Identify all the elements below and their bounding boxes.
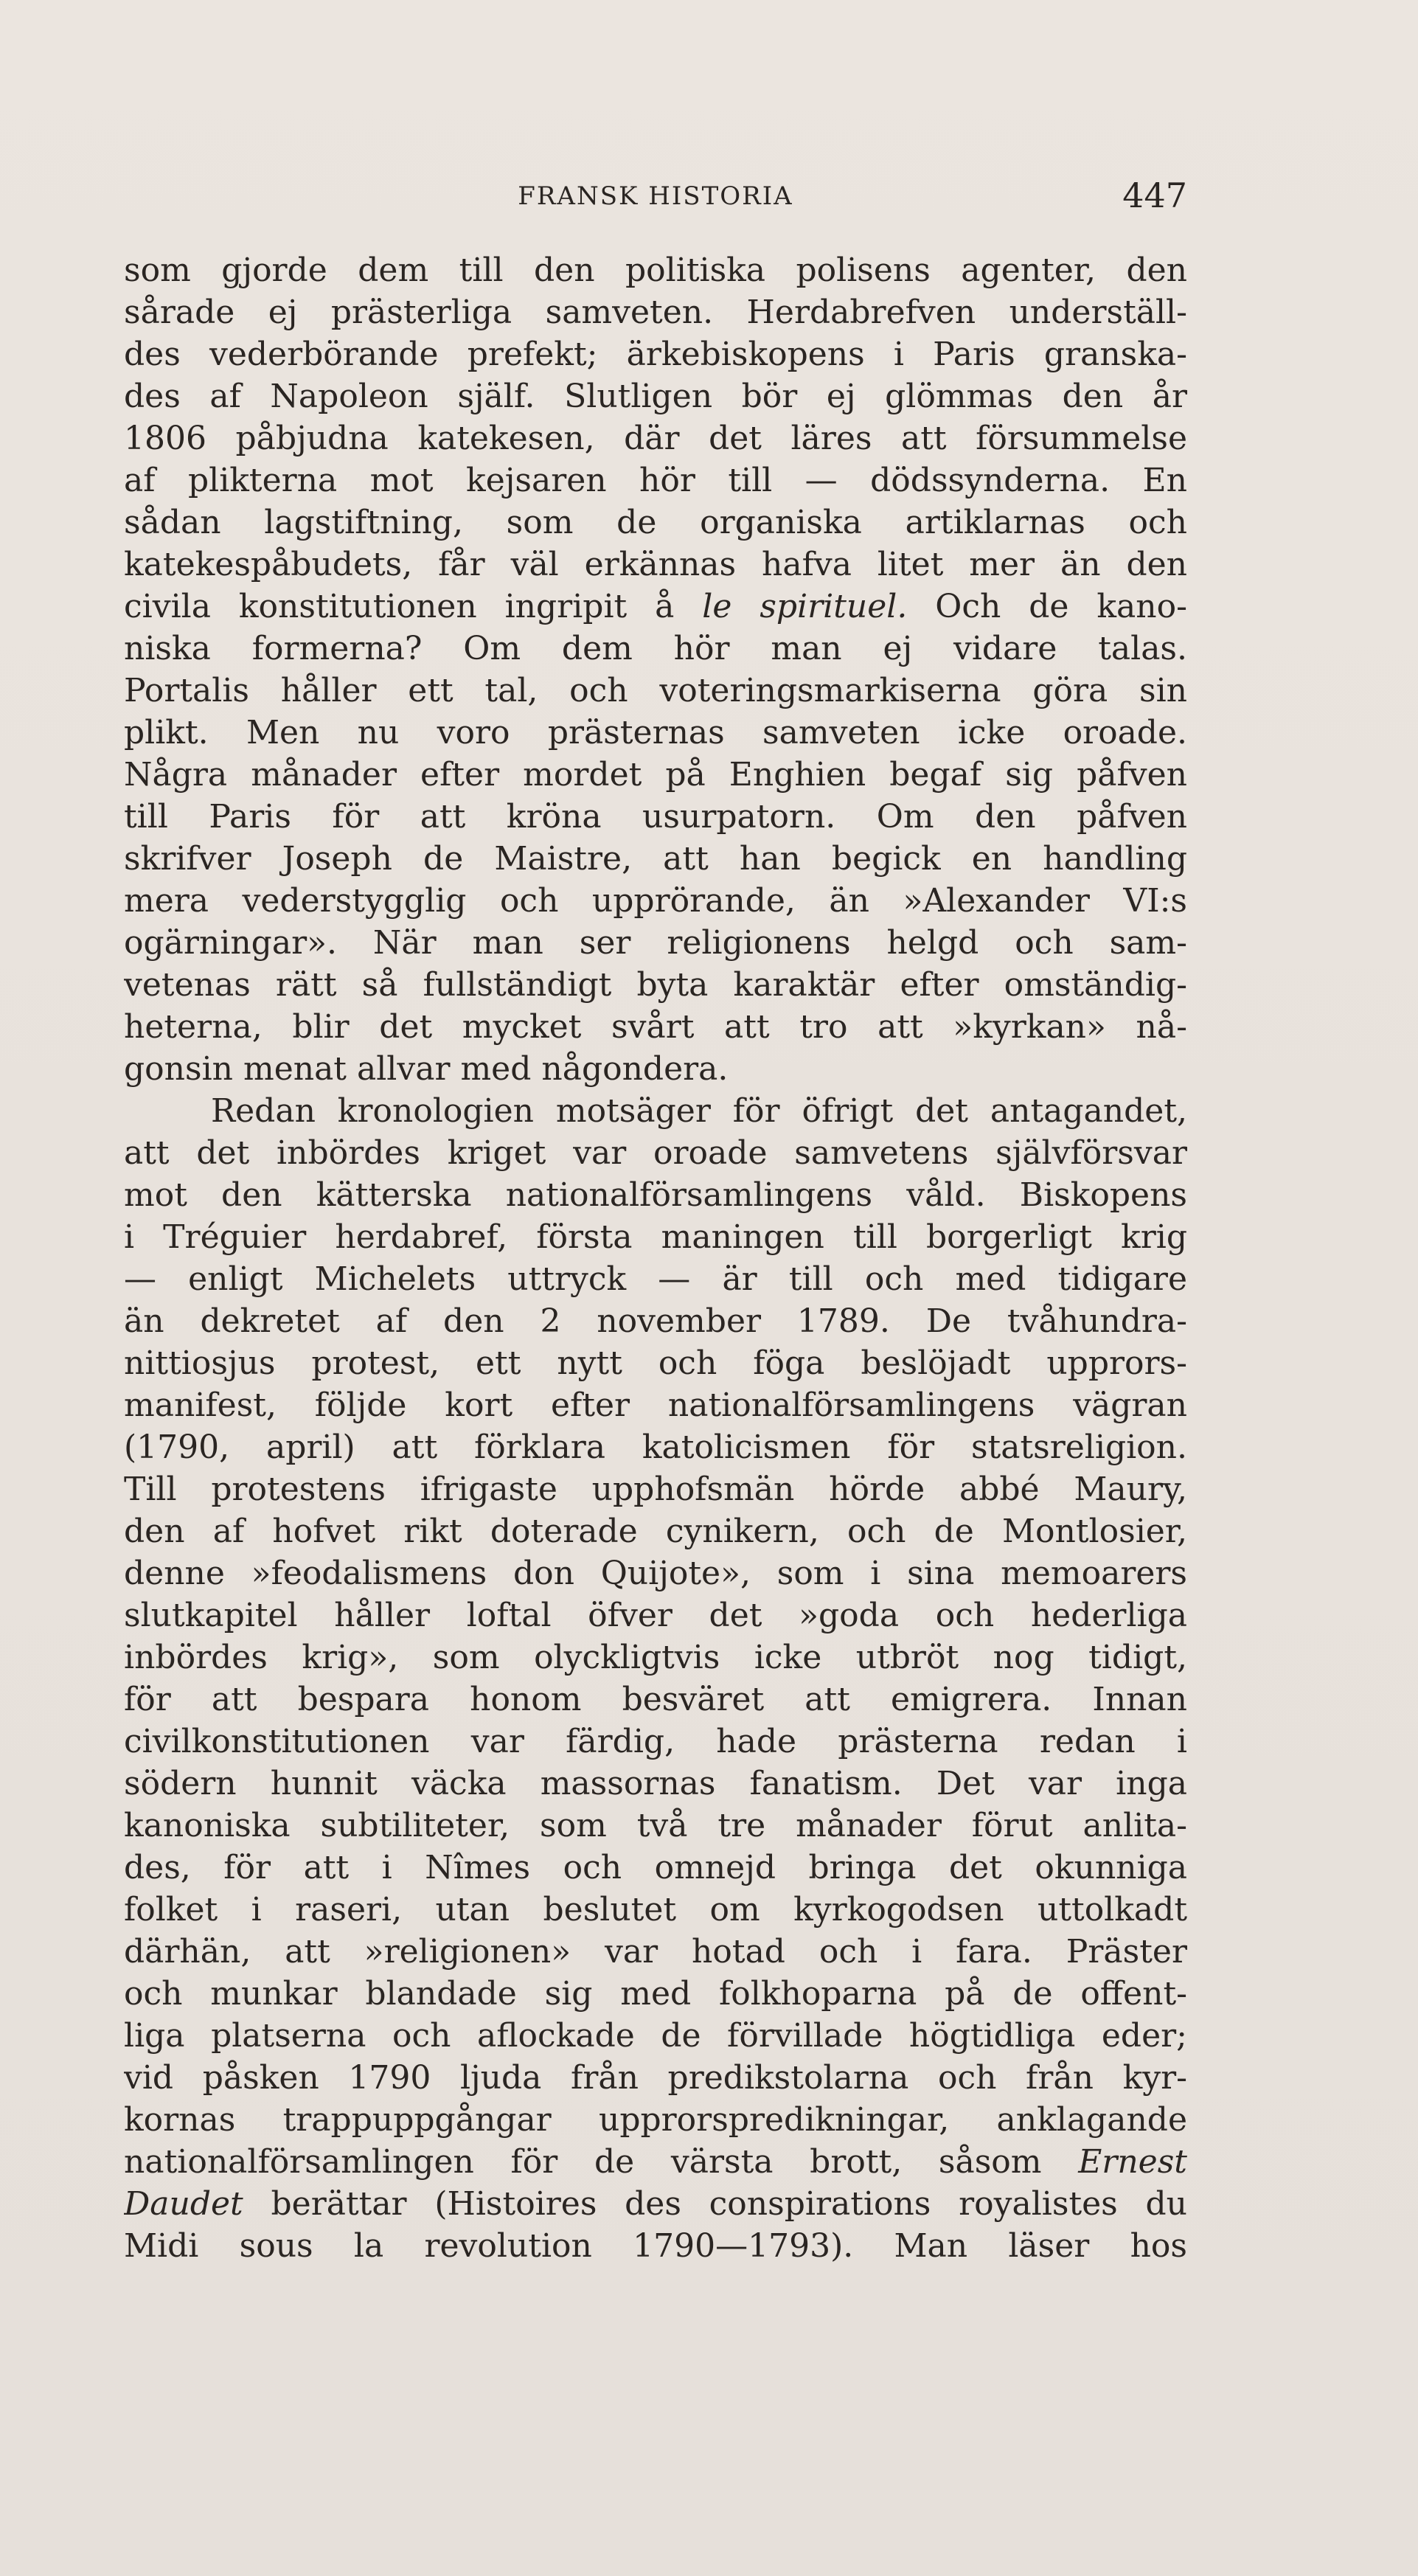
text-line: vid påsken 1790 ljuda från predikstolarna och från kyr-	[124, 2059, 1187, 2097]
text-line: än dekretet af den 2 november 1789. De tvåhundra-	[124, 1302, 1187, 1340]
text-line: liga platserna och aflockade de förvillade högtidliga eder;	[124, 2017, 1187, 2055]
text-line: södern hunnit väcka massornas fanatism. Det var inga	[124, 1765, 1187, 1802]
text-line: civilkonstitutionen var färdig, hade prästerna redan i	[124, 1723, 1187, 1760]
text-line: Några månader efter mordet på Enghien begaf sig påfven	[124, 756, 1187, 794]
text-line: och munkar blandade sig med folkhoparna på de offent-	[124, 1975, 1187, 2013]
text-line: 1806 påbjudna katekesen, där det läres att försummelse	[124, 420, 1187, 457]
text-line: Midi sous la revolution 1790—1793). Man läser hos	[124, 2227, 1187, 2265]
text-line	[124, 2183, 1187, 2225]
text-line: sådan lagstiftning, som de organiska artiklarnas och	[124, 504, 1187, 541]
text-segment: Och de kano-	[935, 588, 1187, 625]
text-line: till Paris för att kröna usurpatorn. Om den påfven	[124, 798, 1187, 836]
text-line: mot den kätterska nationalförsamlingens våld. Biskopens	[124, 1176, 1187, 1214]
italic-name: Ernest	[1078, 2143, 1187, 2181]
text-line: folket i raseri, utan beslutet om kyrkogodsen uttolkadt	[124, 1891, 1187, 1928]
text-line: heterna, blir det mycket svårt att tro att »kyrkan» nå-	[124, 1008, 1187, 1046]
italic-name: Daudet	[124, 2185, 243, 2223]
text-line: Portalis håller ett tal, och voteringsmarkiserna göra sin	[124, 672, 1187, 709]
text-line: gonsin menat allvar med någondera.	[124, 1050, 729, 1088]
text-line: kanoniska subtiliteter, som två tre månader förut anlita-	[124, 1807, 1187, 1844]
text-line: des af Napoleon själf. Slutligen bör ej glömmas den år	[124, 378, 1187, 415]
text-line: manifest, följde kort efter nationalförsamlingens vägran	[124, 1386, 1187, 1424]
paragraph-start-line: Redan kronologien motsäger för öfrigt det antagandet,	[211, 1092, 1187, 1130]
text-line: — enligt Michelets uttryck — är till och med tidigare	[124, 1260, 1187, 1298]
text-line: därhän, att »religionen» var hotad och i fara. Präster	[124, 1933, 1187, 1971]
text-line: niska formerna? Om dem hör man ej vidare talas.	[124, 630, 1187, 667]
text-line: des, för att i Nîmes och omnejd bringa det okunniga	[124, 1849, 1187, 1886]
body-text	[124, 249, 1187, 2267]
text-line: nittiosjus protest, ett nytt och föga beslöjadt upprors-	[124, 1344, 1187, 1382]
text-line: mera vederstygglig och upprörande, än »Alexander VI:s	[124, 882, 1187, 920]
text-line: plikt. Men nu voro prästernas samveten icke oroade.	[124, 714, 1187, 751]
text-line: kornas trappuppgångar upprorspredikningar, anklagande	[124, 2101, 1187, 2139]
text-line: i Tréguier herdabref, första maningen till borgerligt krig	[124, 1218, 1187, 1256]
page-header	[124, 176, 1187, 220]
text-line: katekespåbudets, får väl erkännas hafva litet mer än den	[124, 546, 1187, 583]
text-line: för att bespara honom besväret att emigrera. Innan	[124, 1681, 1187, 1718]
text-line: inbördes krig», som olyckligtvis icke utbröt nog tidigt,	[124, 1639, 1187, 1676]
text-line: som gjorde dem till den politiska polisens agenter, den	[124, 251, 1187, 289]
running-title: FRANSK HISTORIA	[518, 181, 793, 211]
text-line: skrifver Joseph de Maistre, att han begick en handling	[124, 840, 1187, 878]
italic-phrase: le spirituel.	[702, 588, 908, 625]
text-line: (1790, april) att förklara katolicismen för statsreligion.	[124, 1428, 1187, 1466]
text-line	[124, 586, 1187, 628]
text-segment: berättar (Histoires des conspirations royalistes du	[271, 2185, 1187, 2223]
text-segment: nationalförsamlingen för de värsta brott, såsom	[124, 2143, 1042, 2181]
text-line: den af hofvet rikt doterade cynikern, och de Montlosier,	[124, 1513, 1187, 1550]
page-number: 447	[1122, 176, 1187, 215]
text-line: slutkapitel håller loftal öfver det »goda och hederliga	[124, 1597, 1187, 1634]
text-line: att det inbördes kriget var oroade samvetens självförsvar	[124, 1134, 1187, 1172]
text-line: denne »feodalismens don Quijote», som i sina memoarers	[124, 1555, 1187, 1592]
text-line: af plikterna mot kejsaren hör till — dödssynderna. En	[124, 462, 1187, 499]
text-segment: civila konstitutionen ingripit å	[124, 588, 675, 625]
text-line	[124, 2141, 1187, 2183]
text-line: vetenas rätt så fullständigt byta karaktär efter omständig-	[124, 966, 1187, 1004]
text-line: des vederbörande prefekt; ärkebiskopens i Paris granska-	[124, 336, 1187, 373]
text-line: Till protestens ifrigaste upphofsmän hörde abbé Maury,	[124, 1471, 1187, 1508]
text-line: ogärningar». När man ser religionens helgd och sam-	[124, 924, 1187, 962]
text-line: sårade ej prästerliga samveten. Herdabrefven underställ-	[124, 294, 1187, 331]
